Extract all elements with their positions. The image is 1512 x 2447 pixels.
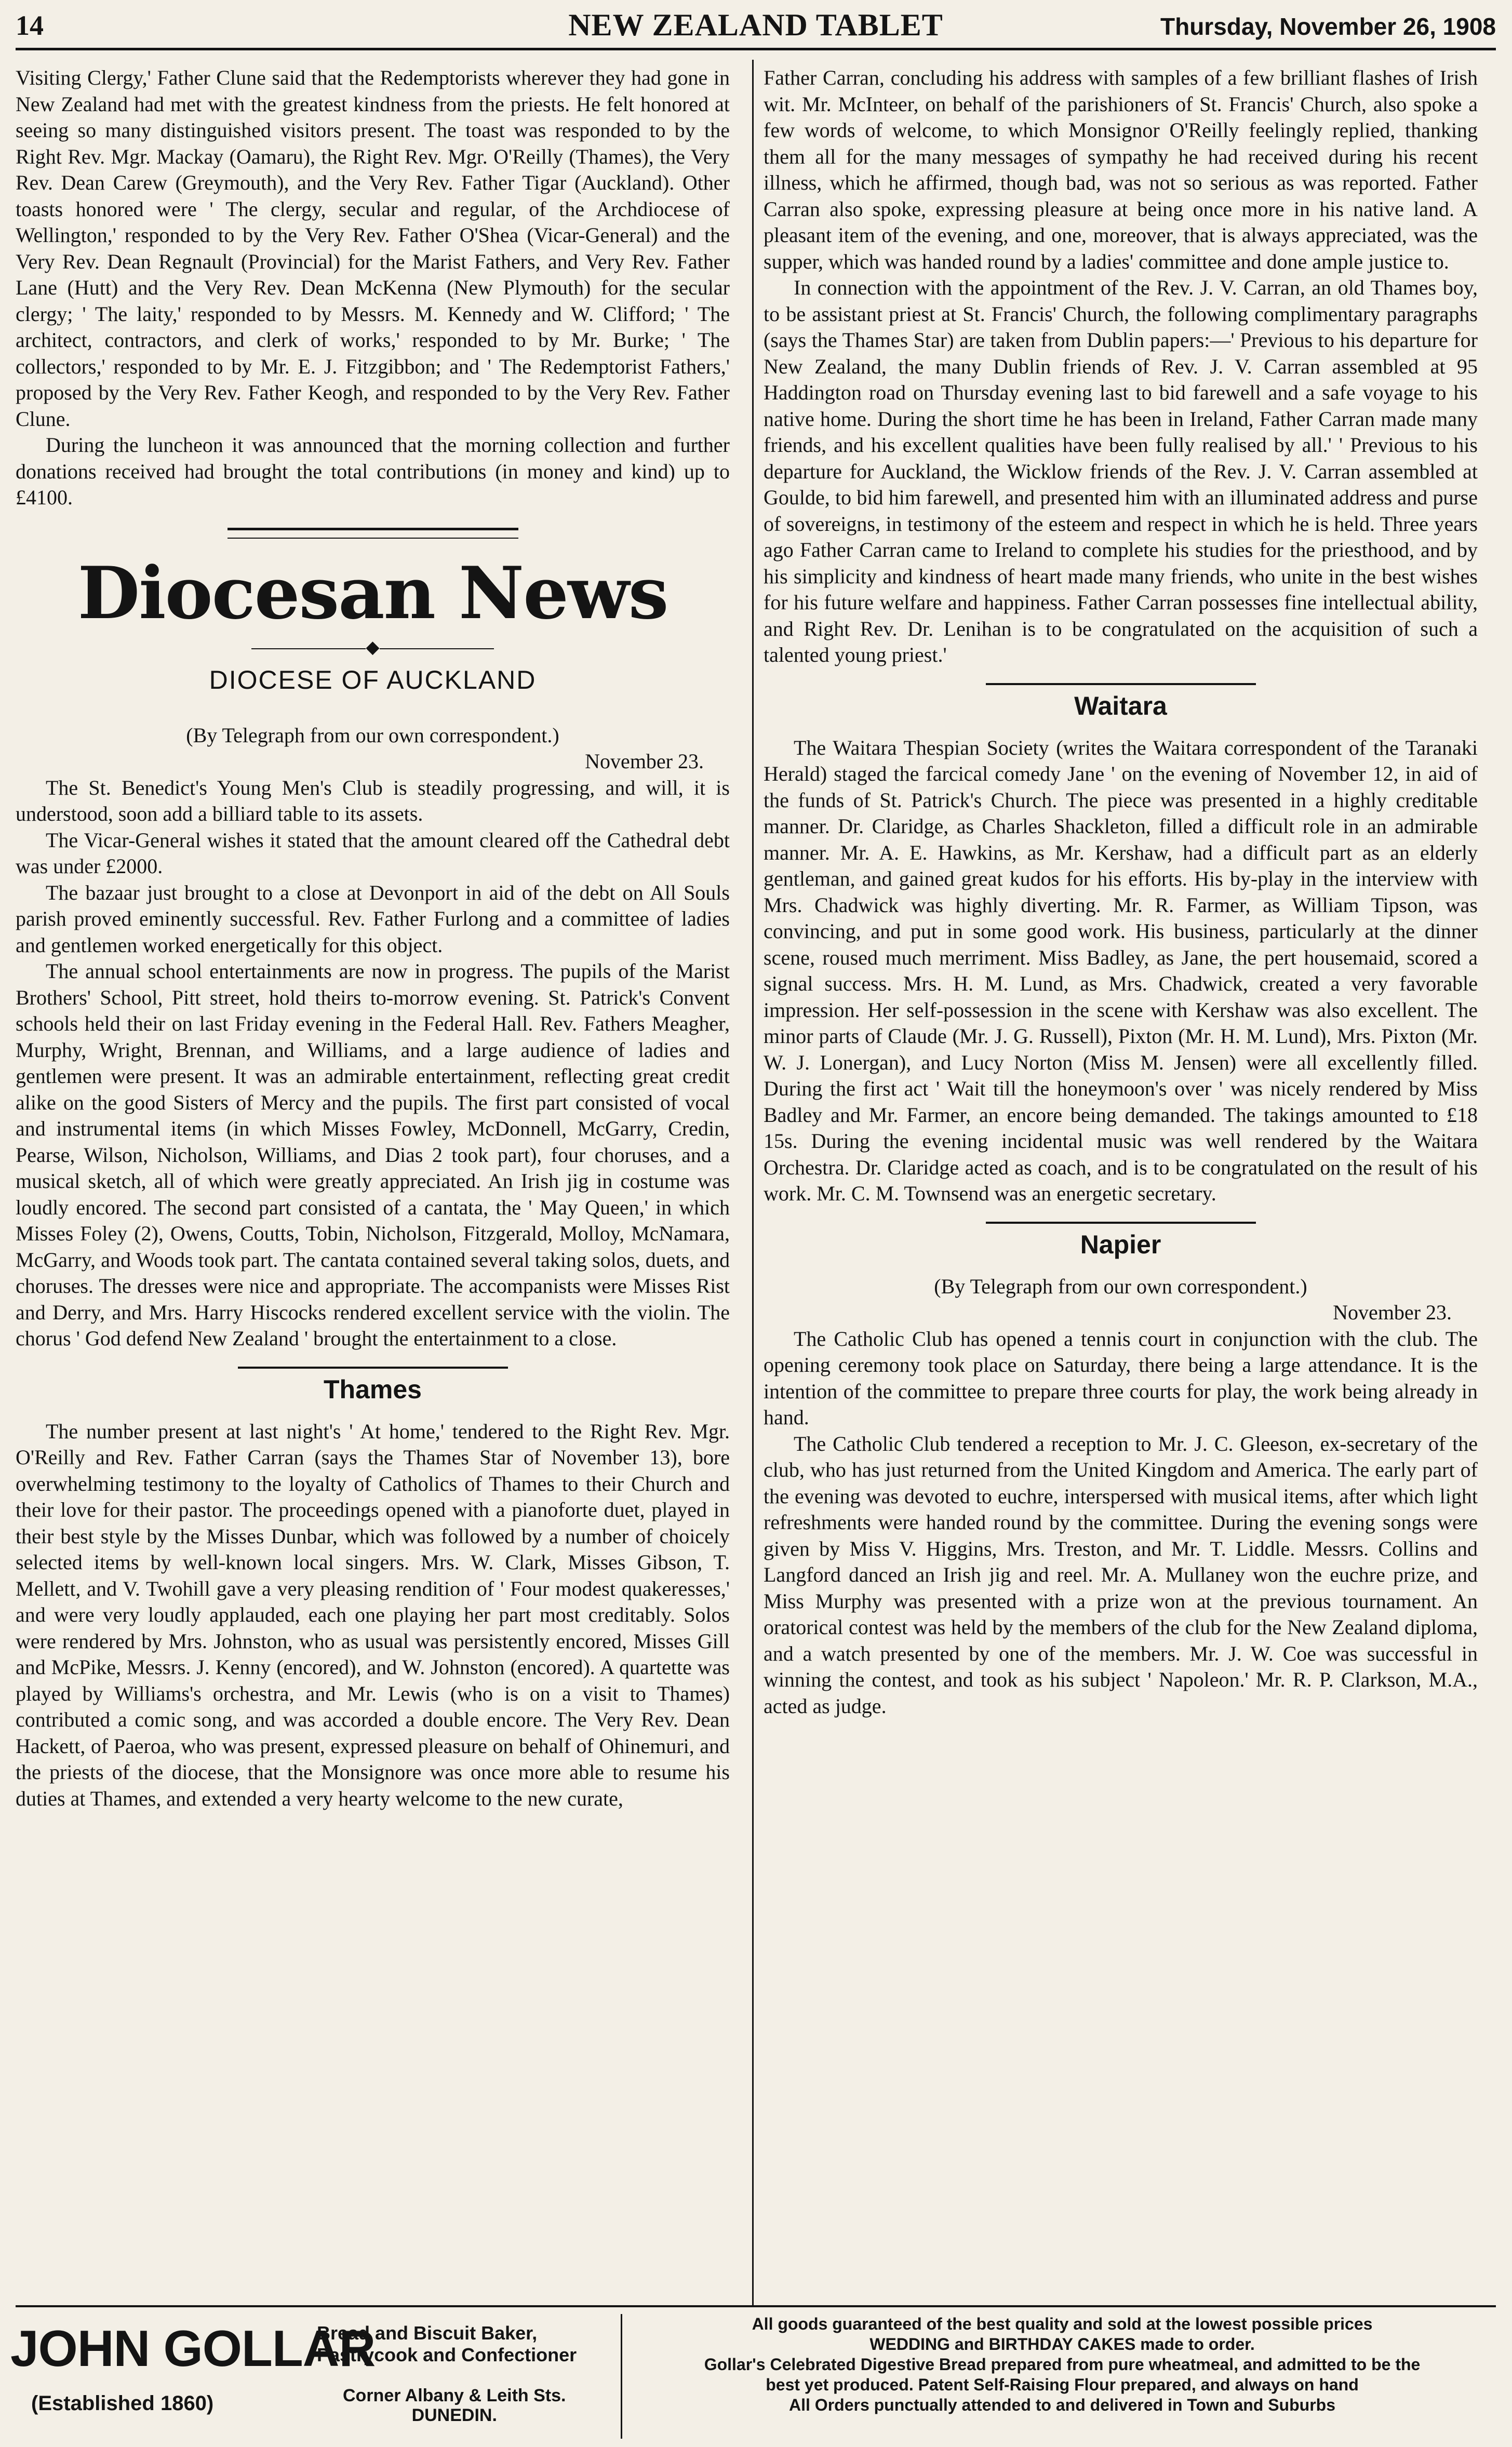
established-year: (Established 1860): [31, 2392, 214, 2415]
dateline: November 23.: [1333, 1301, 1452, 1324]
notice-line: Gollar's Celebrated Digestive Bread prepared from pure wheatmeal, and admitted to be the: [704, 2355, 1421, 2374]
article-paragraph: Visiting Clergy,' Father Clune said that the Redemptorists wherever they had gone in New Zealand had met with the greatest kindness from the priests. He felt honored at seeing so many distinguished visitors present. The toast was responded to by the Right Rev. Mgr. Mackay (Oamaru), the Right Rev. Mgr. O'Reilly (Thames), the Very Rev. Dean Carew (Greymouth), and the Very Rev. Father Tigar (Auckland). Other toasts honored were ' The clergy, secular and regular, of the Archdiocese of Wellington,' responded to by the Very Rev. Father O'Shea (Vicar-General) and the Very Rev. Dean Regnault (Provincial) for the Marist Fathers, and Very Rev. Father Lane (Hutt) and the Very Rev. Dean McKenna (New Plymouth) for the secular clergy; ' The laity,' responded to by Messrs. M. Kennedy and W. Clifford; ' The architect, contractors, and clerk of works,' responded to by Mr. Burke; ' The collectors,' responded to by Mr. E. J. Fitzgibbon; and ' The Redemptorist Fathers,' proposed by the Very Rev. Father Keogh, and responded to by the Very Rev. Father Clune.: [16, 66, 730, 431]
address-line: Corner Albany & Leith Sts.: [343, 2386, 566, 2405]
article-paragraph: During the luncheon it was announced that the morning collection and further donations received had brought the total contributions (in money and kind) up to £4100.: [16, 433, 730, 509]
section-rule: [986, 683, 1256, 685]
napier-heading: Napier: [1080, 1229, 1161, 1259]
notice-line: WEDDING and BIRTHDAY CAKES made to order.: [869, 2335, 1255, 2354]
diocesan-news-heading: Diocesan News: [77, 550, 668, 635]
article-paragraph: The Catholic Club has opened a tennis court in conjunction with the club. The opening ceremony took place on Saturday, there being a large attendance. It is the intention of the committee to prepare three courts for play, the work being already in hand.: [764, 1327, 1478, 1429]
address-line: DUNEDIN.: [411, 2405, 497, 2425]
right-column: [764, 65, 1478, 1719]
notice-line: All Orders punctually attended to and delivered in Town and Suburbs: [789, 2396, 1335, 2414]
article-paragraph: Father Carran, concluding his address with samples of a few brilliant flashes of Irish wit. Mr. McInteer, on behalf of the parishioners of St. Francis' Church, also spoke a few words of welcome, to which Monsignor O'Reilly feelingly replied, thanking them all for the many messages of sympathy he had received during his recent illness, which he affirmed, though bad, was not so serious as was reported. Father Carran also spoke, expressing pleasure at being once more in his native land. A pleasant item of the evening, and one, moreover, that is always appreciated, was the supper, which was handed round by a ladies' committee and done ample justice to.: [764, 66, 1478, 273]
section-rule: [238, 1367, 508, 1369]
byline: (By Telegraph from our own correspondent.): [186, 723, 559, 747]
article-paragraph: The number present at last night's ' At home,' tendered to the Right Rev. Mgr. O'Reilly and Rev. Father Carran (says the Thames Star of November 13), bore overwhelming testimony to the loyalty of Catholics of Thames to their Church and their love for their pastor. The proceedings opened with a pianoforte duet, played in their best style by the Misses Dunbar, which was followed by a number of choicely selected items by well-known local singers. Mrs. W. Clark, Misses Gibson, T. Mellett, and V. Twohill gave a very pleasing rendition of ' Four modest quakeresses,' and were very loudly applauded, each one playing her part most creditably. Solos were rendered by Mrs. Johnston, who as usual was persistently encored, Misses Gill and McPike, Messrs. J. Kenny (encored), and W. Johnston (encored). A quartette was played by Williams's orchestra, and Mr. Lewis (who is on a visit to Thames) contributed a comic song, and was accorded a double encore. The Very Rev. Dean Hackett, of Paeroa, who was present, expressed pleasure on behalf of Ohinemuri, and the priests of the diocese, that the Monsignore was once more able to resume his duties at Thames, and extended a very hearty welcome to the new curate,: [16, 1419, 730, 1810]
footer-rule: [16, 2305, 1496, 2307]
section-rule: [986, 1222, 1256, 1224]
advertiser-address: [343, 2386, 566, 2425]
article-paragraph: The annual school entertainments are now in progress. The pupils of the Marist Brothers' School, Pitt street, hold theirs to-morrow evening. St. Patrick's Convent schools held their on last Friday evening in the Federal Hall. Rev. Fathers Meagher, Murphy, Wright, Brennan, and Williams, and a large audience of ladies and gentlemen were present. It was an admirable entertainment, reflecting great credit alike on the good Sisters of Mercy and the pupils. The first part consisted of vocal and instrumental items (in which Misses Fowley, McDonnell, McGarry, Credin, Pearse, Wilson, Nicholson, Williams, and Dias 2 took part), four choruses, and a musical sketch, all of which were greatly appreciated. An Irish jig in costume was loudly encored. The second part consisted of a cantata, the ' May Queen,' in which Misses Foley (2), Owens, Coutts, Tobin, Nicholson, Fitzgerald, Molloy, McNamara, McGarry, and Woods took part. The cantata contained several taking solos, duets, and choruses. The dresses were nice and appropriate. The accompanists were Misses Rist and Derry, and Mrs. Harry Hiscocks rendered excellent service with the violin. The chorus ' God defend New Zealand ' brought the entertainment to a close.: [16, 959, 730, 1350]
article-paragraph: The bazaar just brought to a close at Devonport in aid of the debt on All Souls parish proved eminently successful. Rev. Father Furlong and a committee of ladies and gentlemen worked energetically for this object.: [16, 880, 730, 957]
masthead-rule: [16, 48, 1496, 50]
section-double-rule: [228, 528, 518, 539]
trade-line: Pastrycook and Confectioner: [317, 2344, 577, 2365]
waitara-heading: Waitara: [1074, 691, 1167, 720]
article-paragraph: The Catholic Club tendered a reception to Mr. J. C. Gleeson, ex-secretary of the club, who has just returned from the United Kingdom and America. The early part of the evening was devoted to euchre, interspersed with musical items, after which light refreshments were handed round by the committee. During the evening songs were given by Miss V. Higgins, Mrs. Treston, and Mr. T. Liddle. Messrs. Collins and Langford danced an Irish jig and reel. Mr. A. Mullaney won the euchre prize, and Miss Murphy was presented with a prize won at the previous tournament. An oratorical contest was held by the members of the club for the New Zealand diploma, and a watch presented by one of the members. Mr. J. W. Coe was successful in winning the contest, and took as his subject ' Napoleon.' Mr. R. P. Clarkson, M.A., acted as judge.: [764, 1432, 1478, 1718]
article-paragraph: In connection with the appointment of the Rev. J. V. Carran, an old Thames boy, to be assistant priest at St. Francis' Church, the following complimentary paragraphs (says the Thames Star) are taken from Dublin papers:—' Previous to his departure for New Zealand, the many Dublin friends of Rev. J. V. Carran assembled at 95 Haddington road on Thursday evening last to bid farewell and a safe voyage to his native home. During the short time he has been in Ireland, Father Carran made many friends, and his excellent qualities have been fully realised by all.' ' Previous to his departure for Auckland, the Wicklow friends of the Rev. J. V. Carran assembled at Goulde, to bid him farewell, and presented him with an illuminated address and purse of sovereigns, in testimony of the esteem and respect in which he is held. Three years ago Father Carran came to Ireland to complete his studies for the priesthood, and by his simplicity and kindness of heart made many friends, who unite in the best wishes for his future welfare and happiness. Father Carran possesses fine intellectual ability, and Right Rev. Dr. Lenihan is to be congratulated on the acquisition of such a talented young priest.': [764, 276, 1478, 666]
advertisement-divider: [621, 2314, 622, 2439]
article-paragraph: The Waitara Thespian Society (writes the Waitara correspondent of the Taranaki Herald) staged the farcical comedy Jane ' on the evening of November 12, in aid of the funds of St. Patrick's Church. The piece was presented in a highly creditable manner. Dr. Claridge, as Charles Shackleton, filled a difficult role in an admirable manner. Mr. A. E. Hawkins, as Mr. Kershaw, had a difficult part as an elderly gentleman, and gained great kudos for his efforts. His by-play in the interview with Mrs. Chadwick was highly diverting. Mr. R. Farmer, as William Tipson, was convincing, and put in some good work. His business, particularly at the dinner scene, roused much merriment. Miss Badley, as Jane, the pert housemaid, scored a signal success. Mrs. H. M. Lund, as Mrs. Chadwick, created a very favorable impression. Her self-possession in the scene with Kershaw was also excellent. The minor parts of Claude (Mr. J. G. Russell), Pixton (Mr. H. M. Lund), Mrs. Pixton (Mr. W. J. Lonergan), and Lucy Norton (Miss M. Jensen) were all excellently filled. During the first act ' Wait till the honeymoon's over ' was nicely rendered by Miss Badley and Mr. Farmer, an encore being demanded. The takings amounted to £18 15s. During the evening incidental music was well rendered by the Waitara Orchestra. Dr. Claridge acted as coach, and is to be congratulated on the result of his work. Mr. C. M. Townsend was an energetic secretary.: [764, 736, 1478, 1205]
dateline: November 23.: [585, 750, 704, 773]
advertisement-notice: [631, 2314, 1493, 2415]
notice-line: best yet produced. Patent Self-Raising Flour prepared, and always on hand: [766, 2375, 1359, 2394]
notice-line: All goods guaranteed of the best quality and sold at the lowest possible prices: [752, 2315, 1373, 2333]
ornament-divider: ◆: [16, 637, 730, 658]
publication-title: NEW ZEALAND TABLET: [568, 8, 943, 42]
diocese-heading: DIOCESE OF AUCKLAND: [209, 665, 537, 694]
left-column: [16, 65, 730, 1812]
byline: (By Telegraph from our own correspondent.): [934, 1274, 1307, 1298]
advertiser-trade: [317, 2322, 577, 2366]
masthead: [16, 5, 1496, 50]
advertiser-name: JOHN GOLLAR: [10, 2320, 376, 2377]
issue-date: Thursday, November 26, 1908: [1160, 13, 1496, 40]
article-paragraph: The Vicar-General wishes it stated that the amount cleared off the Cathedral debt was under £2000.: [16, 828, 730, 878]
article-paragraph: The St. Benedict's Young Men's Club is steadily progressing, and will, it is understood, soon add a billiard table to its assets.: [16, 775, 730, 825]
page-number: 14: [16, 10, 44, 41]
column-divider: [752, 60, 754, 2306]
thames-heading: Thames: [324, 1374, 422, 1404]
trade-line: Bread and Biscuit Baker,: [317, 2322, 538, 2344]
bakery-advertisement: [10, 2319, 623, 2439]
